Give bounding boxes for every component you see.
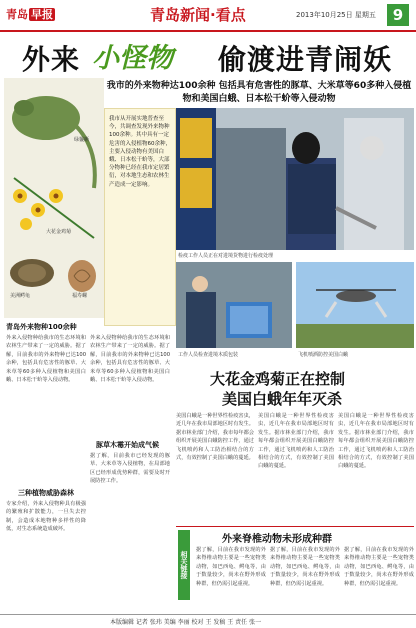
caption-iguana: 绿鬣蜥 [74,137,90,143]
section-mid-title: 三种植物威胁森林 [18,489,74,497]
footer-credits: 本版编辑 记者 张玮 美编 李丽 校对 王 发稿 王 责任 张一 [110,619,262,626]
feature-body-col2: 美国白蛾是一种世界性检疫害虫，近几年在我市局部地区时有发生。据市林业部门介绍，我市每年都会组织开展美国白蛾防控工作，通过飞机喷药和人工防治相结合的方式，有效控制了美国白蛾的蔓延。 [258,413,334,470]
box-body-col1: 据了解，目前在我市发现的外来脊椎动物主要是一些宠物类动物，如巴西龟、鳄龟等，由于数量较少，尚未在野外形成种群，但仍需引起重视。 [196,547,266,587]
section-mid-body: 专家介绍，外来入侵物种具有极强的繁殖和扩散能力，一旦失去控制，会造成本地物种多样性的降低，对生态系统造成破坏。 [6,501,86,533]
section-left-body: 外来入侵物种给我市的生态环境和农林生产带来了一定的威胁。据了解，目前我市的外来物种已达100余种，包括具有危害性的豚草、大米草等60多种入侵植物和美国白蛾、日本松干蚧等入侵动物。 [6,335,86,384]
feature-body-col1: 美国白蛾是一种世界性检疫害虫，近几年在我市局部地区时有发生。据市林业部门介绍，我市每年都会组织开展美国白蛾防控工作，通过飞机喷药和人工防治相结合的方式，有效控制了美国白蛾的蔓延。 [176,413,254,462]
feature-title-line1: 大花金鸡菊正在控制 [210,370,346,388]
feature-body-col3: 美国白蛾是一种世界性检疫害虫，近几年在我市局部地区时有发生。据市林业部门介绍，我市每年都会组织开展美国白蛾防控工作，通过飞机喷药和人工防治相结合的方式，有效控制了美国白蛾的蔓延。 [338,413,414,470]
headline-part1: 外来 [22,43,81,76]
sidebox-text: 我市从开展实地普查至今，共调查发现外来物种100余种。其中具有一定危害的入侵植物60余种，主要入侵动物有美国白蛾、日本松干蚧等，大部分物种已经在我市定居繁衍，对本地生态和农林生产造成一定影响。 [109,116,171,188]
intro-sidebox [104,108,176,326]
headline-part2: 小怪物 [92,43,173,74]
small-photo-2 [296,262,414,348]
box-label: 相关链接 [178,530,190,600]
small-photo-1 [176,262,292,348]
box-title: 外来脊椎动物未形成种群 [222,534,332,545]
column-title: 青岛新闻·看点 [150,6,246,24]
masthead [0,0,416,32]
caption-snail: 福寿螺 [72,293,88,299]
headline [0,34,416,78]
date-line: 2013年10月25日 星期五 [296,11,376,19]
section-mid2-title: 豚草木霉开始成气候 [96,441,159,449]
box-body-col3: 据了解，目前在我市发现的外来脊椎动物主要是一些宠物类动物，如巴西龟、鳄龟等，由于数量较少，尚未在野外形成种群，但仍需引起重视。 [344,547,414,587]
main-photo-caption: 检疫工作人员正在对进境货物进行检疫处理 [178,253,274,259]
box-body-col2: 据了解，目前在我市发现的外来脊椎动物主要是一些宠物类动物，如巴西龟、鳄龟等，由于数量较少，尚未在野外形成种群，但仍需引起重视。 [270,547,340,587]
page-footer [0,614,416,628]
snail-shape [68,260,96,292]
inspector-photo [176,108,414,250]
caption-turtle: 美洲鳄龟 [10,293,31,299]
main-photo [176,108,414,250]
feature-title-line2: 美国白蛾年年灭杀 [222,390,343,408]
small-photo-1-caption: 工作人员检查进境木质包装 [178,352,239,358]
headline-deck: 我市的外来物种达100余种 包括具有危害性的豚草、大米草等60多种入侵植物和美国白蛾、日本松干蚧等入侵动物 [106,81,412,104]
section-left-body-cont: 外来入侵物种给我市的生态环境和农林生产带来了一定的威胁。据了解，目前我市的外来物种已达100余种，包括具有危害性的豚草、大米草等60多种入侵植物和美国白蛾、日本松干蚧等入侵动物。 [90,335,170,384]
page-number: 9 [387,4,409,26]
section-mid2-body: 据了解，目前我市已经发现的豚草、大米草等入侵植物，在局部地区已经形成优势种群，需要及时开展防控工作。 [90,453,170,485]
small-photo-2-caption: 飞机喷洒防控美国白蛾 [298,352,349,358]
newspaper-logo: 青岛 早报 [6,8,53,21]
headline-part3: 偷渡进青闹妖 [218,43,393,76]
section-left-title: 青岛外来物种100余种 [6,323,77,331]
box-divider [176,526,414,527]
species-illustrations [4,78,104,318]
left-photo-collage [4,78,104,318]
caption-coreopsis: 大花金鸡菊 [46,229,72,235]
